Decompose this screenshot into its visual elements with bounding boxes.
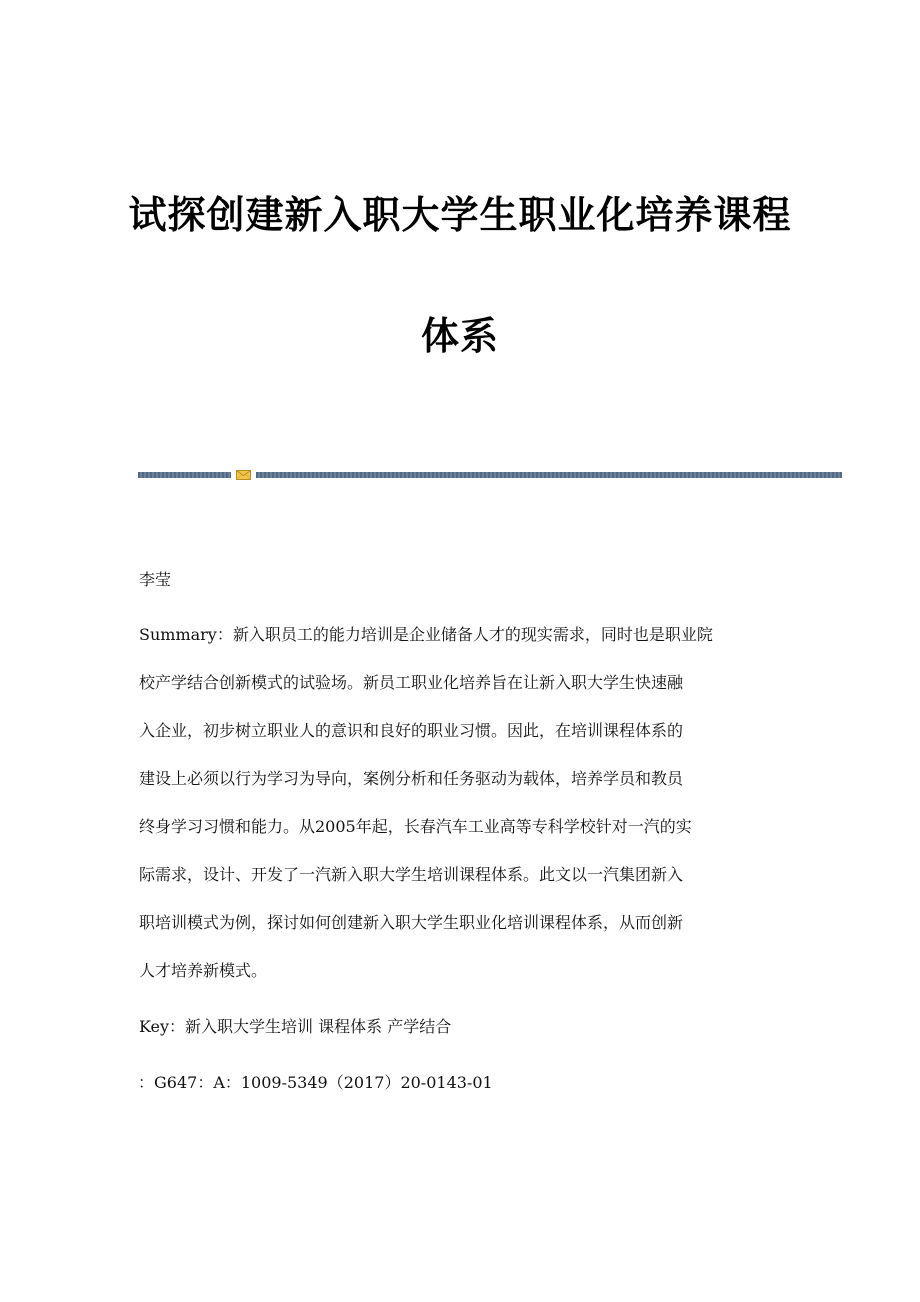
author-name: 李莹 — [139, 570, 172, 589]
document-title-line-2: 体系 — [420, 314, 499, 358]
title-divider — [138, 469, 842, 482]
summary-line-6: 际需求，设计、开发了一汽新入职大学生培训课程体系。此文以一汽集团新入 — [139, 865, 684, 884]
divider-bar-left — [138, 472, 231, 478]
summary-line-2: 校产学结合创新模式的试验场。新员工职业化培养旨在让新入职大学生快速融 — [139, 673, 684, 692]
document-title-line-1: 试探创建新入职大学生职业化培养课程 — [128, 193, 792, 237]
summary-line-1: Summary：新入职员工的能力培训是企业储备人才的现实需求，同时也是职业院 — [139, 625, 713, 644]
summary-line-3: 入企业，初步树立职业人的意识和良好的职业习惯。因此，在培训课程体系的 — [139, 721, 684, 740]
envelope-icon — [236, 469, 251, 481]
classification-line: ：G647：A：1009-5349（2017）20-0143-01 — [138, 1073, 493, 1092]
summary-line-7: 职培训模式为例，探讨如何创建新入职大学生职业化培训课程体系，从而创新 — [139, 913, 684, 932]
summary-line-8: 人才培养新模式。 — [139, 961, 268, 980]
summary-line-5: 终身学习习惯和能力。从2005年起，长春汽车工业高等专科学校针对一汽的实 — [139, 817, 692, 836]
divider-bar-right — [256, 472, 842, 478]
summary-line-4: 建设上必须以行为学习为导向，案例分析和任务驱动为载体，培养学员和教员 — [139, 769, 684, 788]
keywords-line: Key：新入职大学生培训 课程体系 产学结合 — [139, 1017, 452, 1036]
